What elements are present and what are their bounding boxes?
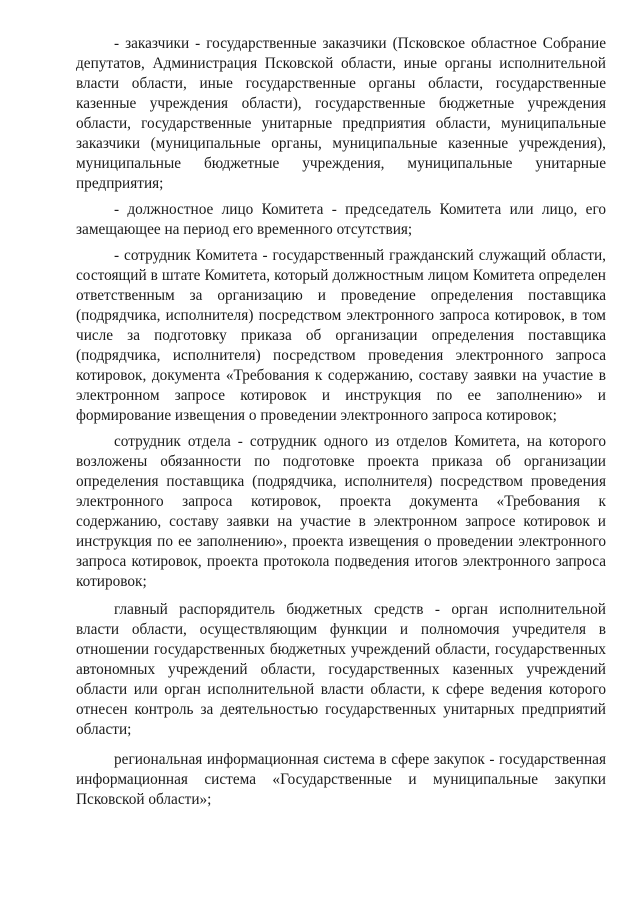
definition-department-employee: сотрудник отдела - сотрудник одного из отделов Комитета, на которого возложены обязанности по подготовке проекта приказа об организации определения поставщика (подрядчика, исполнителя) посредством проведения электронного запроса котировок, проекта документа «Требования к содержанию, составу заявки на участие в электронном запросе котировок и инструкция по ее заполнению», проекта извещения о проведении электронного запроса котировок, проекта протокола подведения итогов электронного запроса котировок; (76, 433, 606, 590)
document-body (76, 34, 606, 816)
definition-committee-employee: - сотрудник Комитета - государственный гражданский служащий области, состоящий в штате Комитета, который должностным лицом Комитета определен ответственным за организацию и проведение определения поставщика (подрядчика, исполнителя) посредством электронного запроса котировок, в том числе за подготовку приказа об организации определения поставщика (подрядчика, исполнителя) посредством проведения электронного запроса котировок, документа «Требования к содержанию, составу заявки на участие в электронном запросе котировок и инструкция по ее заполнению» и формирование извещения о проведении электронного запроса котировок; (76, 247, 606, 424)
definition-chief-budget-manager: главный распорядитель бюджетных средств - орган исполнительной власти области, осуществляющим функции и полномочия учредителя в отношении государственных бюджетных учреждений области, государственных автономных учреждений области, государственных казенных учреждений области или орган исполнительной власти области, к сфере ведения которого отнесен контроль за деятельностью государственных унитарных предприятий области; (76, 601, 606, 738)
definition-regional-info-system: региональная информационная система в сфере закупок - государственная информационная система «Государственные и муниципальные закупки Псковской области»; (76, 751, 606, 808)
definition-committee-official: - должностное лицо Комитета - председатель Комитета или лицо, его замещающее на период его временного отсутствия; (76, 201, 606, 238)
definition-customers: - заказчики - государственные заказчики (Псковское областное Собрание депутатов, Администрация Псковской области, иные органы исполнительной власти области, иные государственные органы области, государственные казенные учреждения области), государственные бюджетные учреждения области, государственные унитарные предприятия области, муниципальные заказчики (муниципальные органы, муниципальные казенные учреждения), муниципальные бюджетные учреждения, муниципальные унитарные предприятия; (76, 35, 606, 192)
